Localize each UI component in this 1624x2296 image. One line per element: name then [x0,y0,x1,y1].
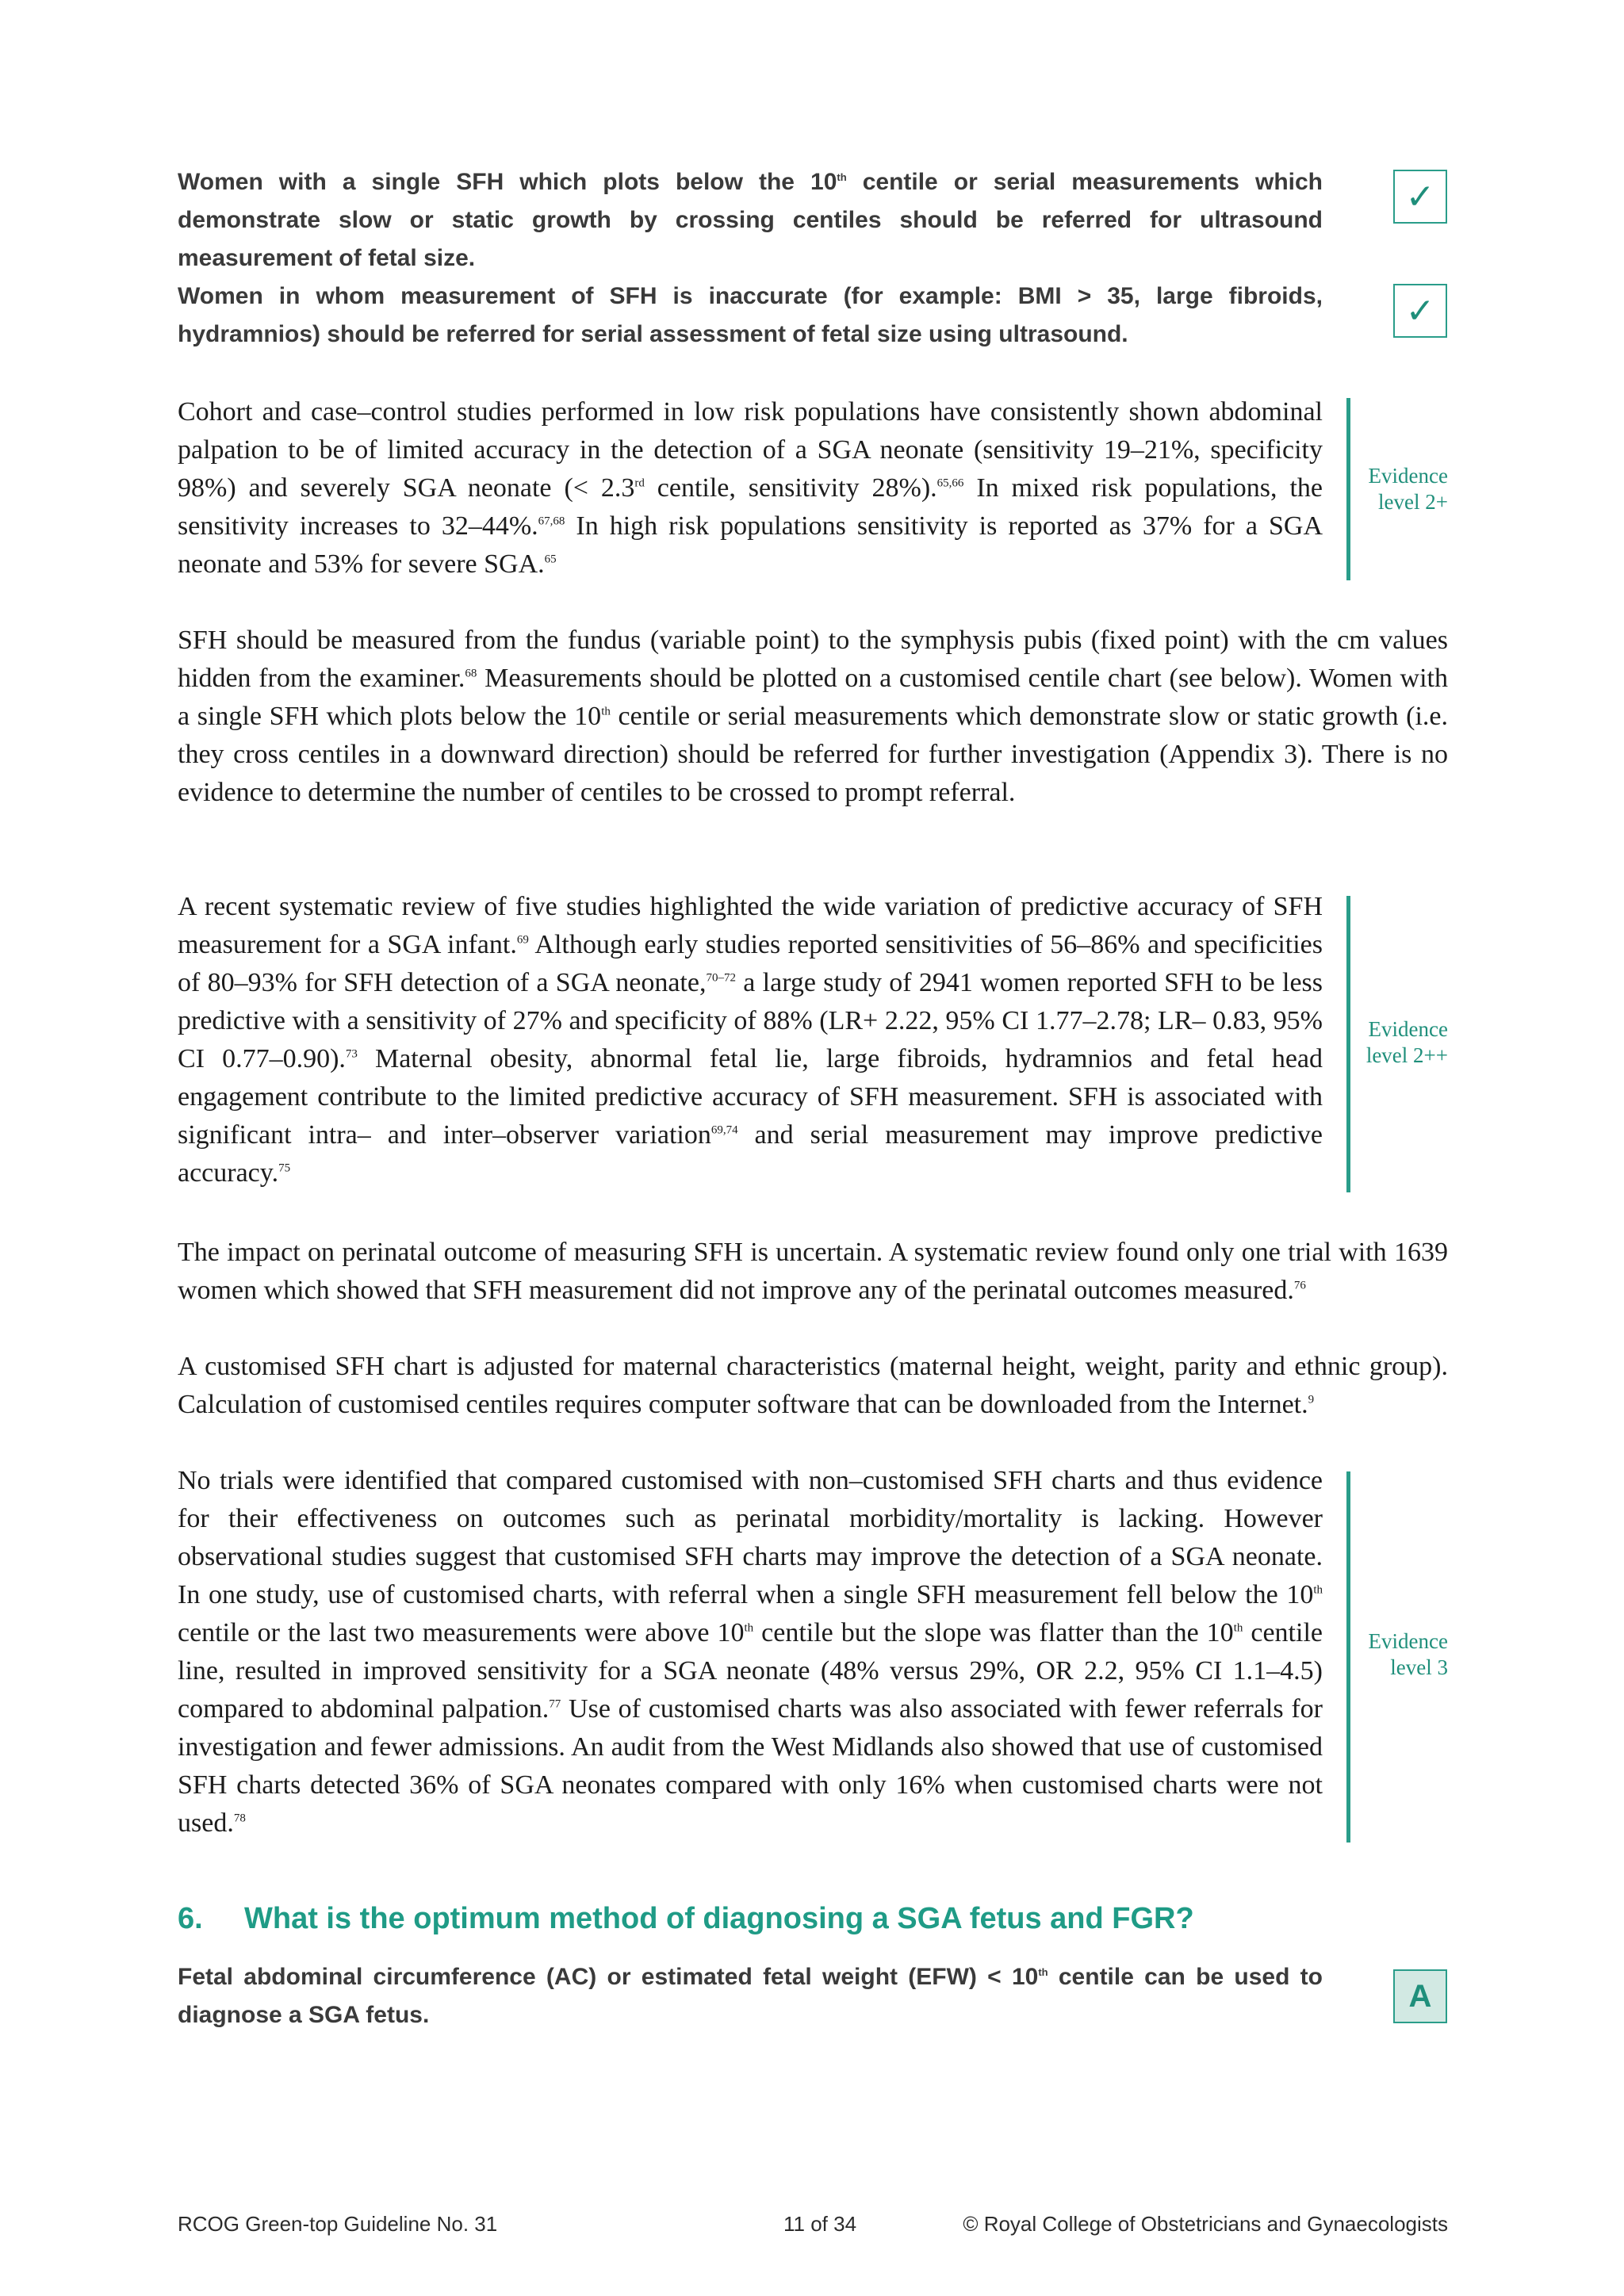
evidence-level-label: Evidence level 3 [1368,1629,1448,1679]
grade-of-recommendation-badge: A [1393,1969,1447,2023]
paragraph-systematic-review: A recent systematic review of five studies highlighted the wide variation of predictive accuracy of SFH measurement for a SGA infant.$^{69}$ Although early studies reported sensitivities of 56–86% and specificities of 80–93% for SFH detection of a SGA neonate,$^{70-72}$ a large study of 2941 women reported SFH to be less predictive with a sensitivity of 27% and specificity of 88% (LR+ 2.22, 95% CI 1.77–2.78; LR– 0.83, 95% CI 0.77–0.90).$^{73}$ Maternal obesity, abnormal fetal lie, large fibroids, hydramnios and fetal head engagement contribute to the limited predictive accuracy of SFH measurement. SFH is associated with significant intra– and inter–observer variation$^{69,74}$ and serial measurement may improve predictive accuracy.$^{75}$ [178,892,1323,1188]
section-heading [178,1896,1194,1941]
recommendation-2: Women in whom measurement of SFH is inaccurate (for example: BMI > 35, large fibroids, hydramnios) should be referred for serial assessment of fetal size using ultrasound. [178,283,1323,347]
evidence-level-label: Evidence level 2+ [1368,464,1448,514]
paragraph-customised-vs-noncustomised: No trials were identified that compared customised with non–customised SFH charts and thus evidence for their effectiveness on outcomes such as perinatal morbidity/mortality is lacking. However observational studies suggest that customised SFH charts may improve the detection of a SGA neonate. In one study, use of customised charts, with referral when a single SFH measurement fell below the 10th centile or the last two measurements were above 10th centile but the slope was flatter than the 10th centile line, resulted in improved sensitivity for a SGA neonate (48% versus 29%, OR 2.2, 95% CI 1.1–4.5) compared to abdominal palpation.$^{77}$ Use of customised charts was also associated with fewer referrals for investigation and fewer admissions. An audit from the West Midlands also showed that use of customised SFH charts detected 36% of SGA neonates compared with only 16% when customised charts were not used.$^{78}$ [178,1466,1323,1838]
section-number: 6. [178,1902,203,1935]
section-title: What is the optimum method of diagnosing a SGA fetus and FGR? [244,1902,1194,1935]
footer-copyright: © Royal College of Obstetricians and Gynaecologists [963,2212,1448,2236]
evidence-level-label: Evidence level 2++ [1365,1017,1448,1067]
paragraph-customised-chart: A customised SFH chart is adjusted for maternal characteristics (maternal height, weight, parity and ethnic group). Calculation of customised centiles requires computer software that can be downloaded from the Internet.$^9$ [178,1352,1448,1419]
footer-guideline-name: RCOG Green-top Guideline No. 31 [178,2212,498,2236]
recommendation-3: Fetal abdominal circumference (AC) or estimated fetal weight (EFW) < 10th centile can be used to diagnose a SGA fetus. [178,1964,1323,2028]
paragraph-perinatal-outcome: The impact on perinatal outcome of measuring SFH is uncertain. A systematic review found only one trial with 1639 women which showed that SFH measurement did not improve any of the perinatal outcomes measured.$^{76}$ [178,1238,1448,1305]
footer-page-number: 11 of 34 [783,2212,857,2236]
good-practice-check-icon: ✓ [1393,170,1447,224]
paragraph-sfh-measurement: SFH should be measured from the fundus (variable point) to the symphysis pubis (fixed point) with the cm values hidden from the examiner.$^{68}$ Measurements should be plotted on a customised centile chart (see below). Women with a single SFH which plots below the 10th centile or serial measurements which demonstrate slow or static growth (i.e. they cross centiles in a downward direction) should be referred for further investigation (Appendix 3). There is no evidence to determine the number of centiles to be crossed to prompt referral. [178,626,1448,807]
recommendation-1: Women with a single SFH which plots below the 10th centile or serial measurements which demonstrate slow or static growth by crossing centiles should be referred for ultrasound measurement of fetal size. [178,169,1323,271]
paragraph-abdominal-palpation: Cohort and case–control studies performed in low risk populations have consistently shown abdominal palpation to be of limited accuracy in the detection of a SGA neonate (sensitivity 19–21%, specificity 98%) and severely SGA neonate (< 2.3rd centile, sensitivity 28%).$^{65,66}$ In mixed risk populations, the sensitivity increases to 32–44%.$^{67,68}$ In high risk populations sensitivity is reported as 37% for a SGA neonate and 53% for severe SGA.$^{65}$ [178,397,1323,579]
good-practice-check-icon: ✓ [1393,284,1447,338]
